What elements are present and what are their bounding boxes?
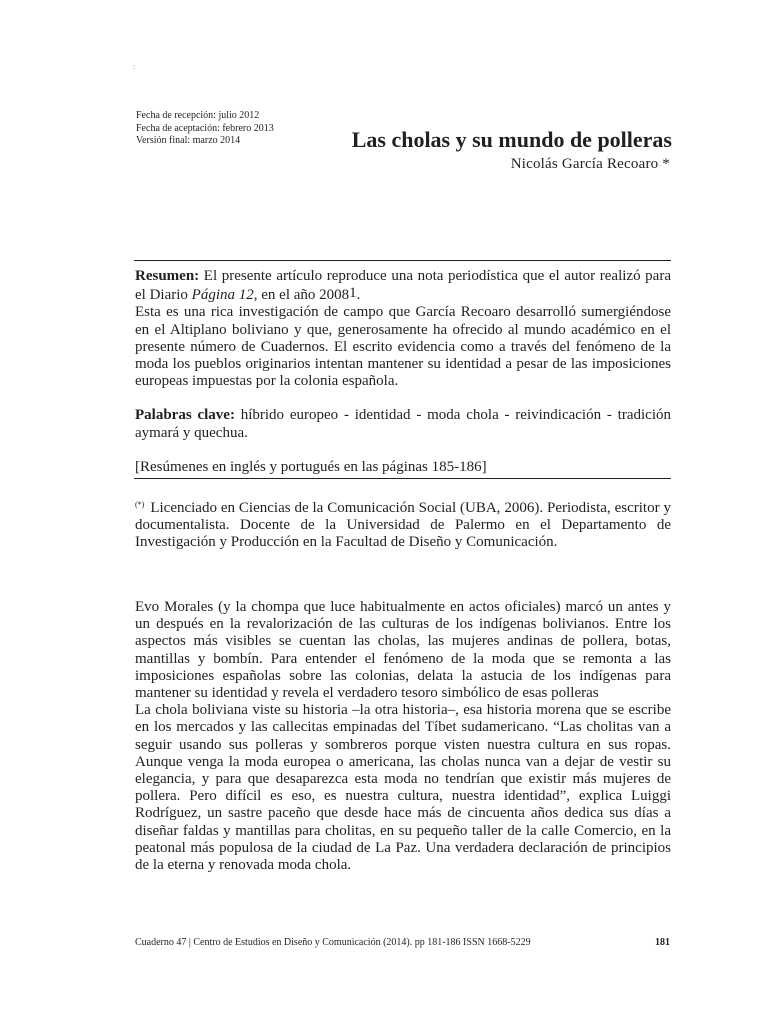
- abstract-top-divider: [134, 260, 671, 261]
- abstract-section: [135, 268, 671, 476]
- footnote-ref: 1: [349, 285, 357, 302]
- page-number: 181: [655, 937, 670, 948]
- footnote-marker: (*): [135, 500, 145, 509]
- journal-citation: Cuaderno 47 | Centro de Estudios en Diseño y Comunicación (2014). pp 181-186 ISSN 1668-5229: [135, 937, 531, 948]
- reception-date: Fecha de recepción: julio 2012: [136, 110, 260, 121]
- article-title: Las cholas y su mundo de polleras: [351, 127, 672, 152]
- abstract-paragraph: [135, 268, 671, 304]
- final-version-date: Versión final: marzo 2014: [136, 135, 241, 146]
- acceptance-date: Fecha de aceptación: febrero 2013: [136, 122, 274, 134]
- abstract-text-3: .: [356, 287, 361, 304]
- submission-dates: [136, 110, 336, 148]
- newspaper-name: Página 12: [191, 287, 254, 304]
- article-body: [135, 599, 671, 874]
- abstract-label: Resumen:: [135, 268, 200, 284]
- abstract-paragraph-2: Esta es una rica investigación de campo que García Recoaro desarrolló sumergiéndose en el Altiplano boliviano y que, generosamente ha ofrecido al mundo académico en el presente número de Cuadernos. El escrito evidencia como a través del fenómeno de la moda los pueblos originarios intentan mantener su identidad a pesar de las imposiciones europeas impuestas por la colonia española.: [135, 304, 671, 390]
- keywords-label: Palabras clave:: [135, 407, 235, 424]
- keywords-paragraph: [135, 407, 671, 441]
- keywords-text: híbrido europeo - identidad - moda chola - reivindicación - tradición aymará y quechua.: [135, 407, 671, 441]
- author-footnote: [135, 496, 671, 552]
- abstract-text-1: El presente artículo reproduce una nota periodística que el autor realizó para el Diario: [135, 268, 671, 304]
- footnote-text: Licenciado en Ciencias de la Comunicación Social (UBA, 2006). Periodista, escritor y documentalista. Docente de la Universidad de Palermo en el Departamento de Investigación y Producción en la Facultad de Diseño y Comunicación.: [135, 500, 671, 551]
- abstract-bottom-divider: [134, 478, 671, 479]
- abstract-text-2: , en el año 2008: [253, 287, 350, 304]
- summaries-note: [Resúmenes en inglés y portugués en las páginas 185-186]: [135, 458, 487, 475]
- body-paragraph-2: La chola boliviana viste su historia –la otra historia–, esa historia morena que se escribe en los mercados y las callecitas empinadas del Tíbet sudamericano. “Las cholitas van a seguir usando sus polleras y sombreros porque visten nuestra cultura en sus ropas. Aunque venga la moda europea o americana, las cholas nunca van a dejar de vestir su elegancia, y para que desaparezca esta moda no tendrían que existir más mujeres de pollera. Pero difícil es eso, es nuestra cultura, nuestra identidad”, explica Luiggi Rodríguez, un sastre paceño que desde hace más de cincuenta años dedica sus días a diseñar faldas y mantillas para cholitas, en su pequeño taller de la calle Comercio, en la peatonal más populosa de la ciudad de La Paz. Una verdadera declaración de principios de la eterna y renovada moda chola.: [135, 702, 671, 874]
- body-paragraph-1: Evo Morales (y la chompa que luce habitualmente en actos oficiales) marcó un antes y un después en la revalorización de las culturas de los indígenas bolivianos. Entre los aspectos más visibles se cuentan las cholas, las mujeres andinas de pollera, botas, mantillas y bombín. Para entender el fenómeno de la moda que se remonta a las imposiciones españolas sobre las colonias, delata la astucia de los indígenas para mantener su identidad y revela el verdadero tesoro simbólico de esas polleras: [135, 599, 671, 702]
- article-author: Nicolás García Recoaro *: [510, 156, 670, 172]
- corner-mark: :: [133, 62, 136, 71]
